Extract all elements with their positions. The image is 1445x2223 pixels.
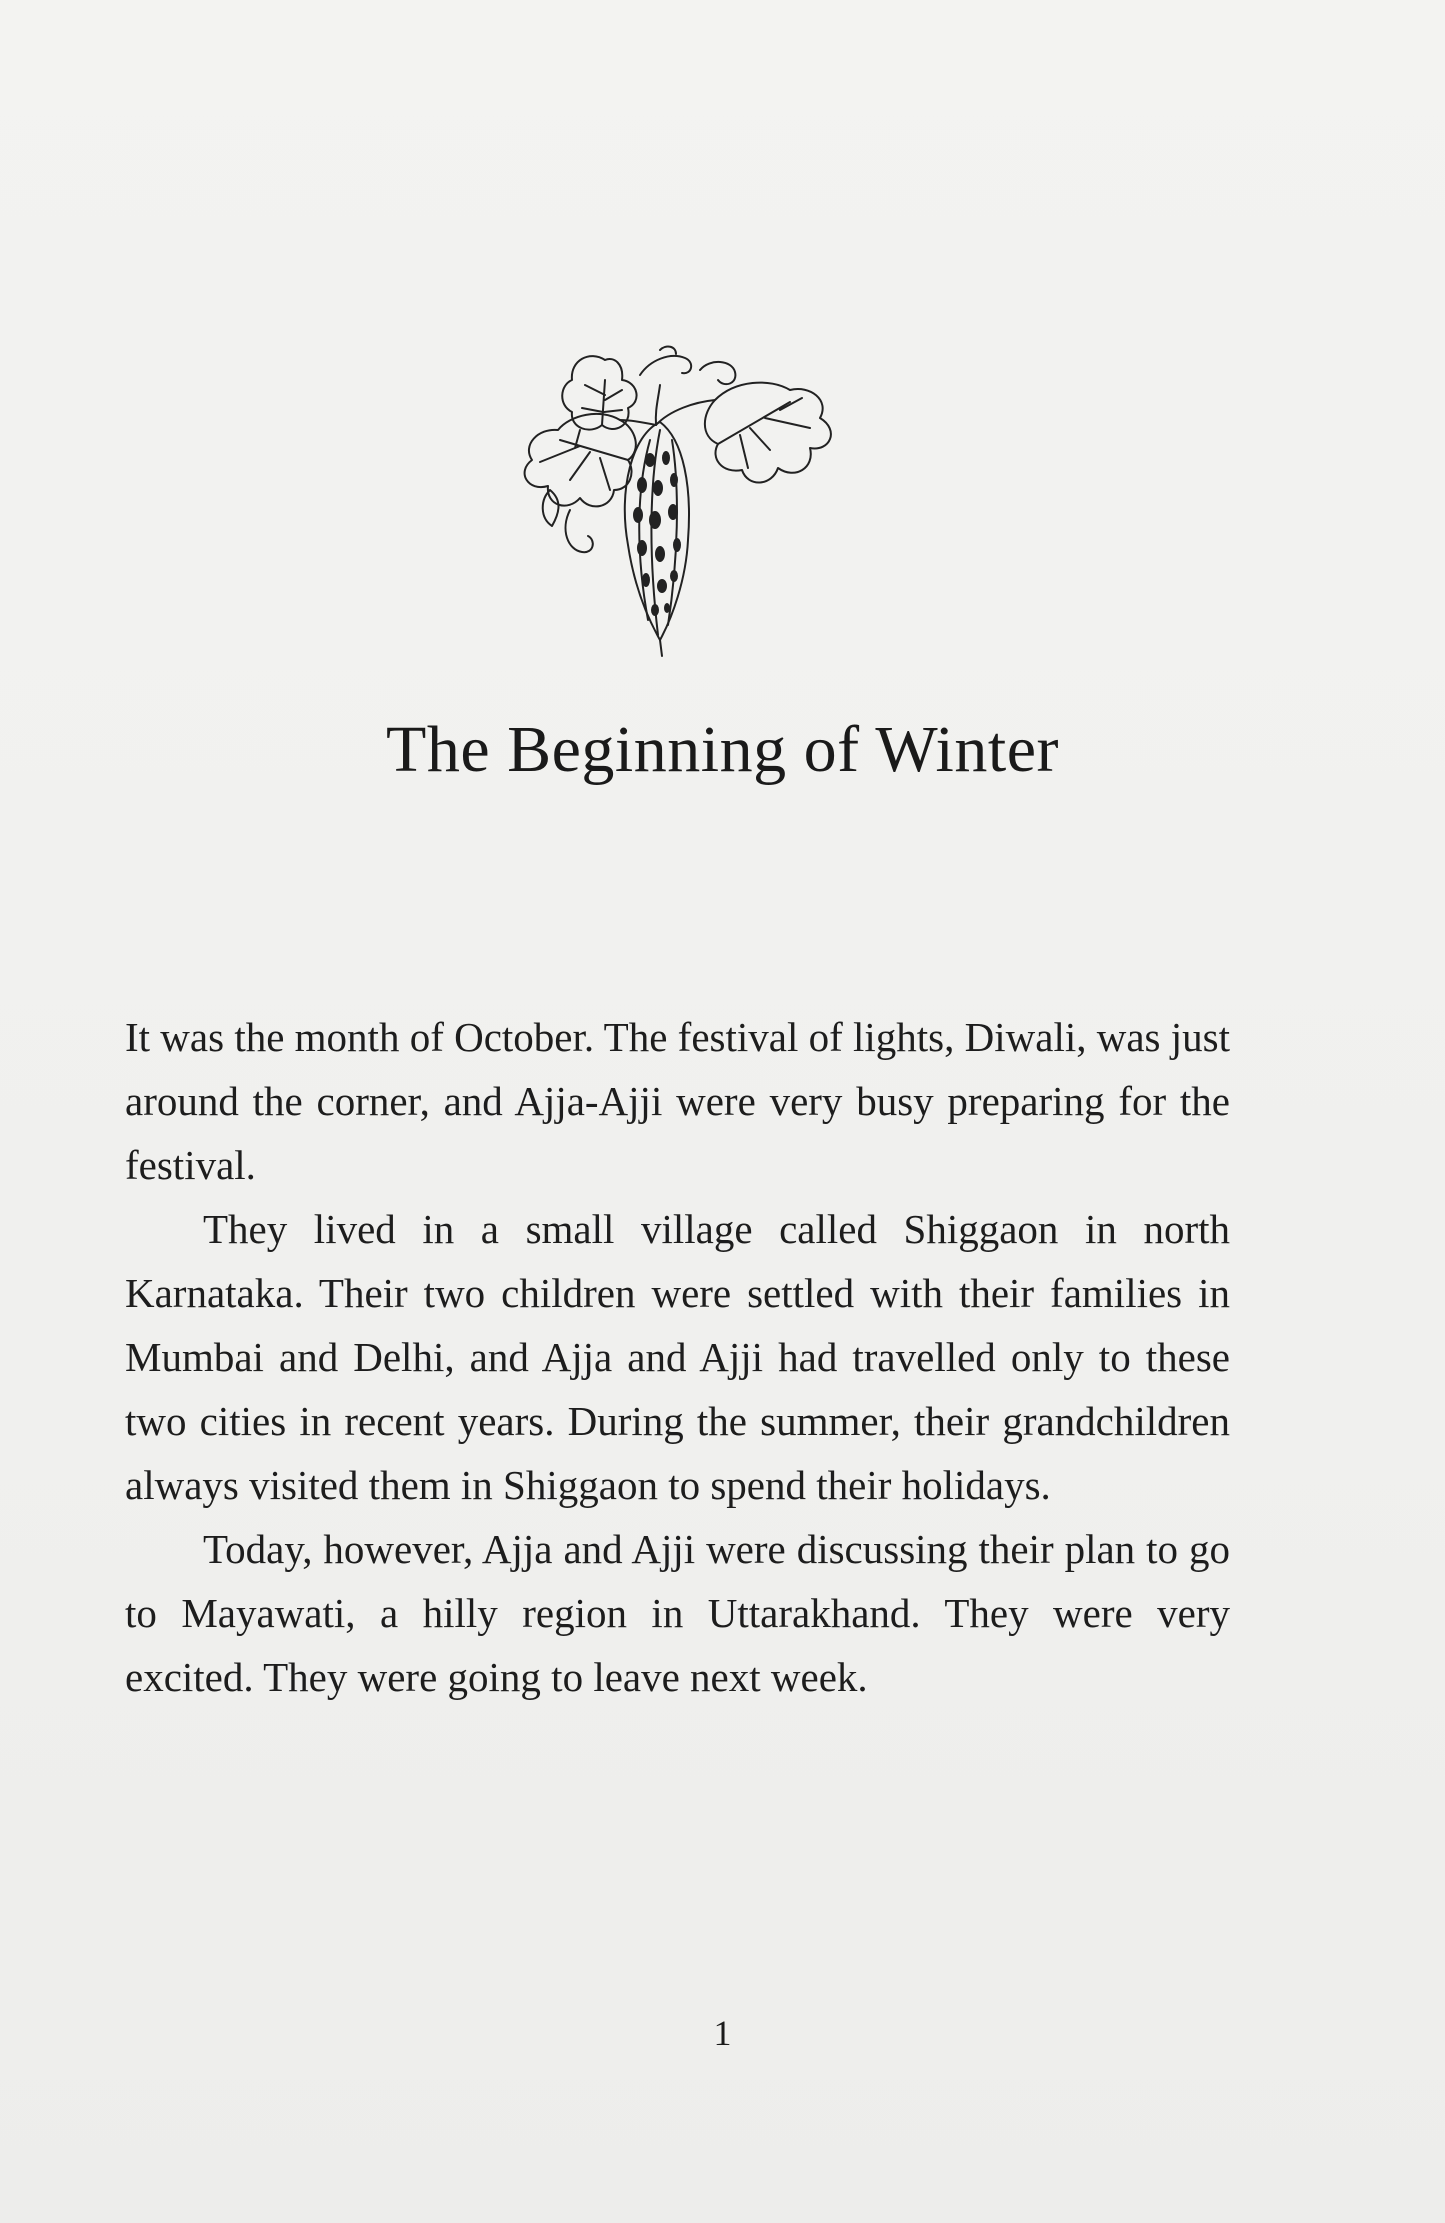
paragraph: They lived in a small village called Shiggaon in north Karnataka. Their two children were settled with their families in Mumbai and Delhi, and Ajja and Ajji had travelled only to these two cities in recent years. During the summer, their grandchildren always visited them in Shiggaon to spend their holidays. [125, 1206, 1230, 1508]
chapter-title: The Beginning of Winter [386, 713, 1059, 786]
page-number: 1 [713, 2013, 732, 2053]
paragraph: It was the month of October. The festival of lights, Diwali, was just around the corner, and Ajja-Ajji were very busy preparing for the festival. [125, 1014, 1230, 1188]
paragraph: Today, however, Ajja and Ajji were discussing their plan to go to Mayawati, a hilly region in Uttarakhand. They were very excited. They were going to leave next week. [125, 1526, 1230, 1700]
bitter-gourd-vine-illustration-icon [510, 340, 860, 660]
chapter-body [125, 1005, 1230, 1709]
